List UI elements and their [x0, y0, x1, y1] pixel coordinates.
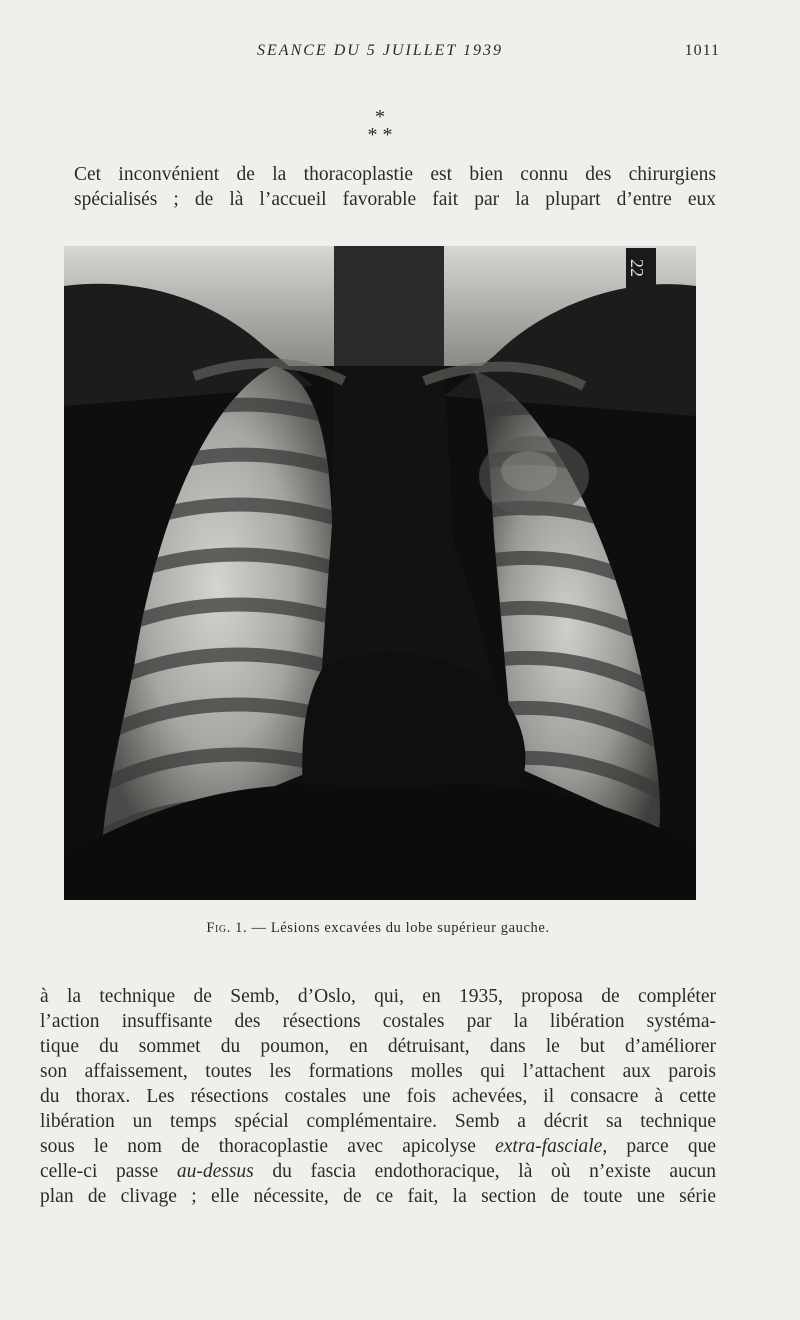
paragraph-line: spécialisés ; de là l’accueil favorable fait par la plupart d’entre eux: [74, 189, 716, 210]
film-marker: 22: [627, 259, 647, 277]
running-title: SEANCE DU 5 JUILLET 1939: [257, 42, 503, 59]
figure-label: Fig. 1.: [206, 920, 248, 936]
paragraph-bottom: [40, 984, 716, 1209]
paragraph-line: son affaissement, toutes les formations molles qui l’attachent aux parois: [40, 1061, 716, 1082]
line-text: celle-ci passe: [40, 1161, 177, 1182]
chest-xray-image: [64, 246, 696, 900]
paragraph-line: l’action insuffisante des résections costales par la libération systéma-: [40, 1011, 716, 1032]
line-text: sous le nom de thoracoplastie avec apicolyse: [40, 1136, 496, 1157]
line-text: du fascia endothoracique, là où n’existe aucun: [253, 1161, 716, 1182]
paragraph-line: du thorax. Les résections costales une fois achevées, il consacre à cette: [40, 1086, 716, 1107]
emphasis-au-dessus: au-dessus: [176, 1161, 254, 1182]
paragraph-line: Cet inconvénient de la thoracoplastie est bien connu des chirurgiens: [74, 164, 716, 185]
asterism-separator: [352, 108, 408, 146]
paragraph-line: plan de clivage ; elle nécessite, de ce fait, la section de toute une série: [40, 1186, 716, 1207]
emphasis-extra-fasciale: extra-fasciale: [495, 1136, 603, 1157]
asterism-top: *: [375, 106, 385, 128]
paragraph-line: à la technique de Semb, d’Oslo, qui, en 1935, proposa de compléter: [40, 986, 716, 1007]
paragraph-top: [40, 162, 716, 212]
running-head: [40, 42, 720, 64]
line-text: , parce que: [602, 1136, 716, 1157]
paragraph-line: tique du sommet du poumon, en détruisant, dans le but d’améliorer: [40, 1036, 716, 1057]
figure-caption: [40, 920, 716, 937]
paragraph-line: [40, 1134, 716, 1159]
page-number: 1011: [684, 42, 720, 59]
chest-xray-figure: [64, 246, 696, 900]
asterism-bottom: * *: [367, 124, 393, 146]
paragraph-line: libération un temps spécial complémentaire. Semb a décrit sa technique: [40, 1111, 716, 1132]
figure-caption-text: — Lésions excavées du lobe supérieur gauche.: [247, 920, 550, 936]
paragraph-line: [40, 1159, 716, 1184]
